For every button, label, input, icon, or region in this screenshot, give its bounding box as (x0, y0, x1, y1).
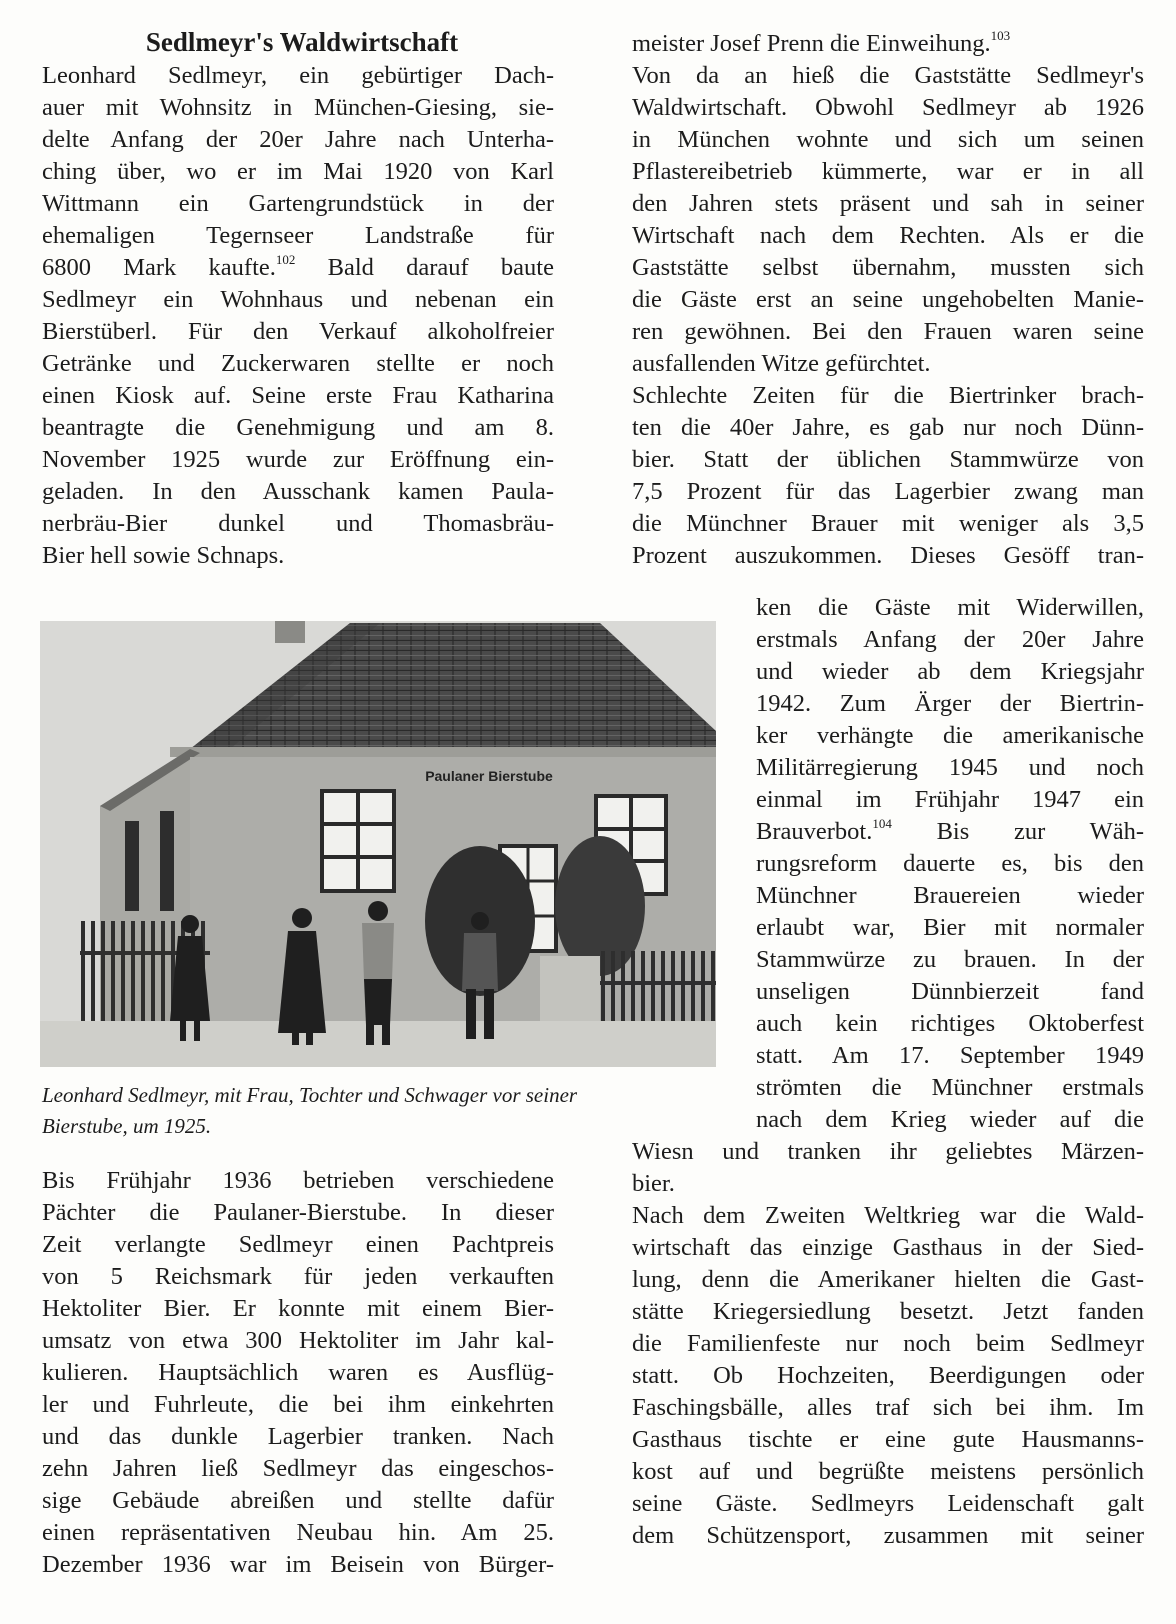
footnote-ref: 104 (872, 816, 892, 831)
text-line: Zeit verlangte Sedlmeyr einen Pachtpreis (42, 1231, 554, 1258)
text-line: Leonhard Sedlmeyr, ein gebürtiger Dach- (42, 62, 554, 89)
text-line: und das dunkle Lagerbier tranken. Nach (42, 1423, 554, 1450)
text-line: unseligen Dünnbierzeit fand (756, 978, 1144, 1005)
text-line: Getränke und Zuckerwaren stellte er noch (42, 350, 554, 377)
historic-photo (40, 621, 716, 1067)
text-line: sige Gebäude abreißen und stellte dafür (42, 1487, 554, 1514)
text-line: ehemaligen Tegernseer Landstraße für (42, 222, 554, 249)
text-line: strömten die Münchner erstmals (756, 1074, 1144, 1101)
text-line: den Jahren stets präsent und sah in seiner (632, 190, 1144, 217)
text-line: lung, denn die Amerikaner hielten die Gast- (632, 1266, 1144, 1293)
text-line: erlaubt war, Bier mit normaler (756, 914, 1144, 941)
text-line: umsatz von etwa 300 Hektoliter im Jahr kal- (42, 1327, 554, 1354)
text-line: in München wohnte und sich um seinen (632, 126, 1144, 153)
text-line: ler und Fuhrleute, die bei ihm einkehrten (42, 1391, 554, 1418)
text-line: einen Kiosk auf. Seine erste Frau Katharina (42, 382, 554, 409)
photo-caption (42, 1080, 722, 1142)
text-line: kost auf und begrüßte meistens persönlich (632, 1458, 1144, 1485)
text-line: ken die Gäste mit Widerwillen, (756, 594, 1144, 621)
text-line: Bier hell sowie Schnaps. (42, 542, 285, 569)
text-line: nerbräu-Bier dunkel und Thomasbräu- (42, 510, 554, 537)
text-line-with-footnote: 6800 Mark kaufte.$^{102}$ Bald darauf baute (42, 252, 554, 281)
sign-text: Paulaner Bierstube (425, 768, 553, 784)
text-line-with-footnote: Brauverbot.$^{104}$ Bis zur Wäh- (756, 816, 1145, 845)
text-line: Wiesn und tranken ihr geliebtes Märzen- (632, 1138, 1144, 1165)
text-line: die Münchner Brauer mit weniger als 3,5 (632, 510, 1144, 537)
text-line: Gaststätte selbst übernahm, mussten sich (632, 254, 1144, 281)
text-line: Militärregierung 1945 und noch (756, 754, 1144, 781)
text-line: Nach dem Zweiten Weltkrieg war die Wald- (632, 1202, 1144, 1229)
text-line: 7,5 Prozent für das Lagerbier zwang man (632, 478, 1144, 505)
text-line: wirtschaft das einzige Gasthaus in der Sied- (632, 1234, 1144, 1261)
text-line: ching über, wo er im Mai 1920 von Karl (42, 158, 554, 185)
text-line: statt. Ob Hochzeiten, Beerdigungen oder (632, 1362, 1144, 1389)
text-line: Pächter die Paulaner-Bierstube. In dieser (42, 1199, 554, 1226)
text-line: beantragte die Genehmigung und am 8. (42, 414, 554, 441)
footnote-ref: 103 (990, 28, 1011, 43)
text-line: Bierstüberl. Für den Verkauf alkoholfreier (42, 318, 554, 345)
text-line: einmal im Frühjahr 1947 ein (756, 786, 1144, 813)
text-line: statt. Am 17. September 1949 (756, 1042, 1144, 1069)
text-line: zehn Jahren ließ Sedlmeyr das eingeschos- (42, 1455, 554, 1482)
text-line: kulieren. Hauptsächlich waren es Ausflüg- (42, 1359, 554, 1386)
text-line: ren gewöhnen. Bei den Frauen waren seine (632, 318, 1144, 345)
text-line: 1942. Zum Ärger der Biertrin- (756, 690, 1144, 717)
text-line: geladen. In den Ausschank kamen Paula- (42, 478, 554, 505)
text-line: Schlechte Zeiten für die Biertrinker brach- (632, 382, 1144, 409)
text-line: Bis Frühjahr 1936 betrieben verschiedene (42, 1167, 554, 1194)
text-line: Wittmann ein Gartengrundstück in der (42, 190, 554, 217)
text-line: Gasthaus tischte er eine gute Hausmanns- (632, 1426, 1144, 1453)
text-line: Hektoliter Bier. Er konnte mit einem Bier- (42, 1295, 554, 1322)
text-line-with-footnote: meister Josef Prenn die Einweihung.$^{103}$ (632, 28, 1011, 57)
caption-line: Leonhard Sedlmeyr, mit Frau, Tochter und Schwager vor seiner (42, 1083, 578, 1107)
text-line: ausfallenden Witze gefürchtet. (632, 350, 931, 377)
page-title: Sedlmeyr's Waldwirtschaft (145, 27, 459, 57)
text-line: Waldwirtschaft. Obwohl Sedlmeyr ab 1926 (632, 94, 1144, 121)
text-line: delte Anfang der 20er Jahre nach Unterha- (42, 126, 554, 153)
text-line: Sedlmeyr ein Wohnhaus und nebenan ein (42, 286, 554, 313)
text-line: rungsreform dauerte es, bis den (756, 850, 1144, 877)
text-line: Dezember 1936 war im Beisein von Bürger- (42, 1551, 554, 1578)
text-line: Faschingsbälle, alles traf sich bei ihm. Im (632, 1394, 1144, 1421)
text-line: auer mit Wohnsitz in München-Giesing, sie- (42, 94, 554, 121)
footnote-ref: 102 (275, 252, 296, 267)
text-line: Prozent auszukommen. Dieses Gesöff tran- (632, 542, 1144, 569)
text-line: Stammwürze zu brauen. In der (756, 946, 1144, 973)
text-line: nach dem Krieg wieder auf die (756, 1106, 1144, 1133)
text-line: bier. Statt der üblichen Stammwürze von (632, 446, 1144, 473)
text-line: stätte Kriegersiedlung besetzt. Jetzt fanden (632, 1298, 1144, 1325)
text-line: von 5 Reichsmark für jeden verkauften (42, 1263, 554, 1290)
text-line: die Gäste erst an seine ungehobelten Manie- (632, 286, 1144, 313)
text-line: Münchner Brauereien wieder (756, 882, 1144, 909)
text-line: Pflastereibetrieb kümmerte, war er in all (632, 158, 1144, 185)
text-line: ten die 40er Jahre, es gab nur noch Dünn- (632, 414, 1144, 441)
text-line: einen repräsentativen Neubau hin. Am 25. (42, 1519, 554, 1546)
text-line: erstmals Anfang der 20er Jahre (756, 626, 1144, 653)
text-line: seine Gäste. Sedlmeyrs Leidenschaft galt (632, 1490, 1144, 1517)
text-line: auch kein richtiges Oktoberfest (756, 1010, 1144, 1037)
text-line: bier. (632, 1170, 675, 1197)
text-line: dem Schützensport, zusammen mit seiner (632, 1522, 1144, 1549)
text-line: Von da an hieß die Gaststätte Sedlmeyr's (632, 62, 1144, 89)
text-line: die Familienfeste nur noch beim Sedlmeyr (632, 1330, 1144, 1357)
text-line: Wirtschaft nach dem Rechten. Als er die (632, 222, 1144, 249)
text-line: und wieder ab dem Kriegsjahr (756, 658, 1144, 685)
text-line: ker verhängte die amerikanische (756, 722, 1144, 749)
text-line: November 1925 wurde zur Eröffnung ein- (42, 446, 554, 473)
caption-line: Bierstube, um 1925. (42, 1114, 212, 1138)
